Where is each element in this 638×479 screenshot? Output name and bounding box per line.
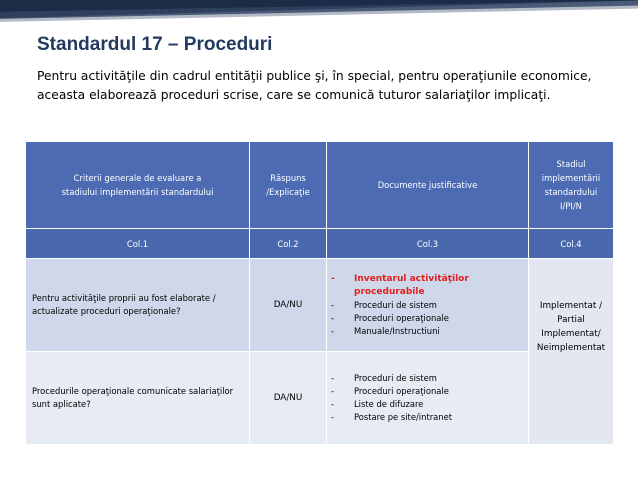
table-header-row [26,142,614,229]
header-stadiu: Stadiul implementării standardului I/PI/N [529,142,614,229]
decorative-top-bar [0,0,638,22]
list-item: - Manuale/Instructiuni [331,325,440,336]
documente-cell [327,352,529,445]
stadiu-cell: Implementat / Partial Implementat/ Neimplementat [529,259,614,445]
list-item: - Postare pe site/intranet [331,412,453,422]
col-label-1: Col.1 [26,229,250,259]
documente-list [327,372,528,424]
criteriu-cell: Pentru activităţile proprii au fost elaborate / actualizate proceduri operaţionale? [26,259,250,352]
list-item: - Proceduri de sistem [331,373,437,383]
criteriu-cell: Procedurile operaţionale comunicate salariaţilor sunt aplicate? [26,352,250,445]
col-label-4: Col.4 [529,229,614,259]
column-label-row [26,229,614,259]
documente-cell [327,259,529,352]
col-label-2: Col.2 [250,229,327,259]
table-row [26,259,614,352]
slide-title: Standardul 17 – Proceduri [37,34,273,55]
documente-list [327,273,528,338]
list-item: - Proceduri de sistem [331,299,437,310]
header-raspuns: Răspuns /Explicaţie [250,142,327,229]
list-item: - Inventarul activităţilor procedurabile [331,273,469,297]
intro-text: Pentru activităţile din cadrul entităţii publice şi, în special, pentru operaţiunile economice, aceasta elaborează proceduri scrise, care se comunică tuturor salariaţilor implicaţi. [37,69,592,102]
list-item: - Liste de difuzare [331,399,424,409]
list-item: - Proceduri operaţionale [331,312,449,323]
raspuns-cell: DA/NU [250,352,327,445]
standard-table [25,141,614,445]
raspuns-cell: DA/NU [250,259,327,352]
header-documente: Documente justificative [327,142,529,229]
table-row [26,352,614,445]
header-criterii: Criterii generale de evaluare a stadiului implementării standardului [26,142,250,229]
col-label-3: Col.3 [327,229,529,259]
list-item: - Proceduri operaţionale [331,386,449,396]
